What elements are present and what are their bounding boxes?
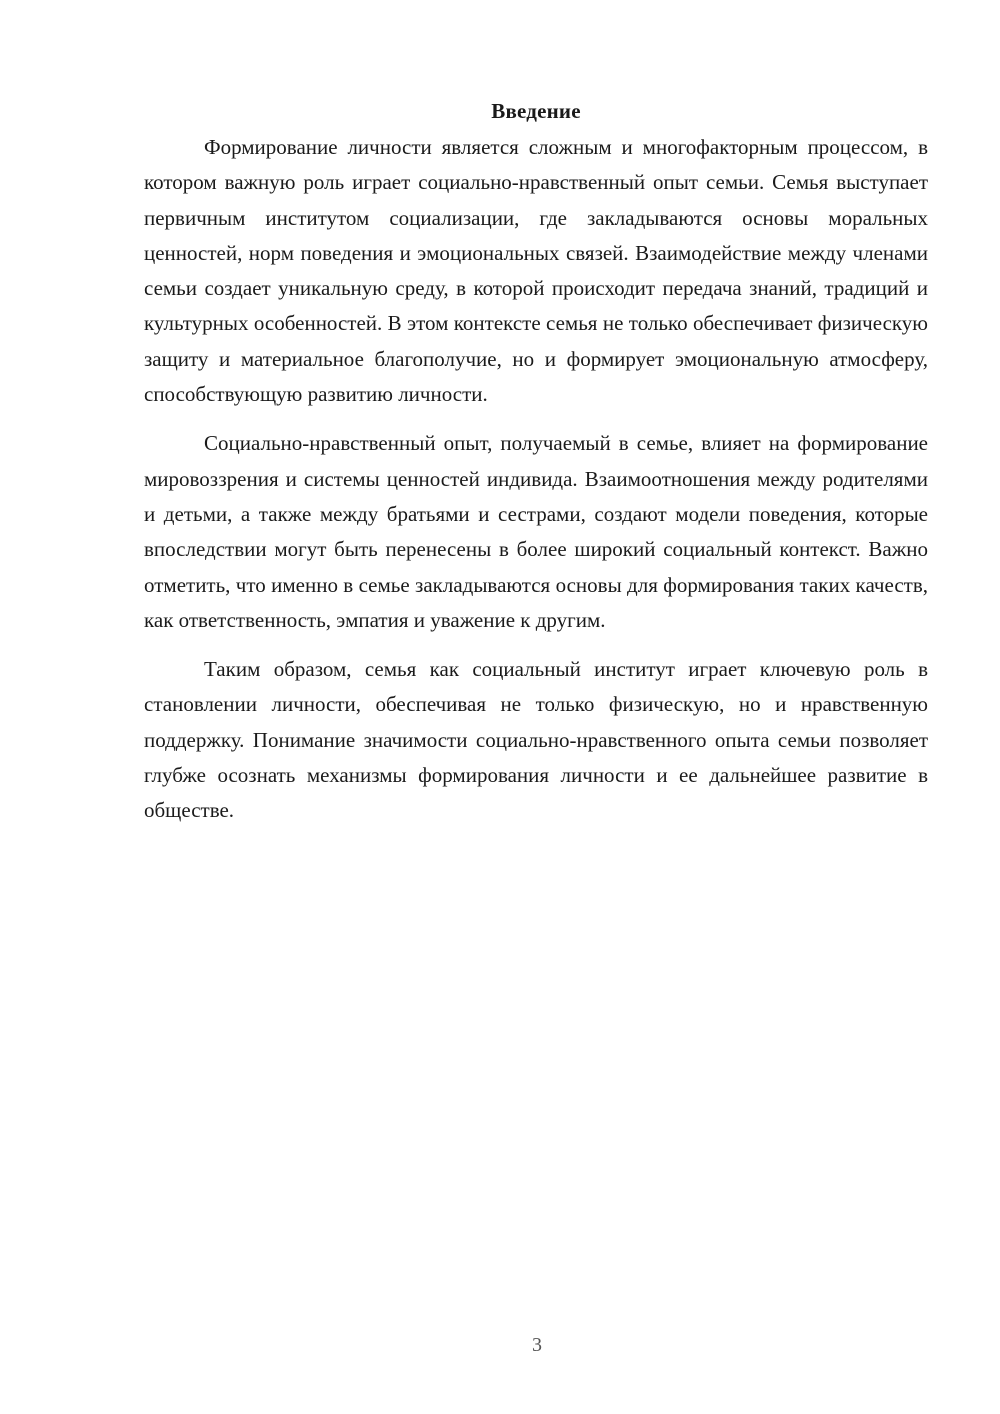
section-title: Введение xyxy=(491,99,581,123)
page-number: 3 xyxy=(532,1334,542,1356)
paragraph-3: Таким образом, семья как социальный институт играет ключевую роль в становлении личности, обеспечивая не только физическую, но и нравственную поддержку. Понимание значимости социально-нравственного опыта семьи позволяет глубже осознать механизмы формирования личности и ее дальнейшее развитие в обществе. xyxy=(144,657,928,823)
paragraph-2: Социально-нравственный опыт, получаемый в семье, влияет на формирование мировоззрения и системы ценностей индивида. Взаимоотношения между родителями и детьми, а также между братьями и сестрами, создают модели поведения, которые впоследствии могут быть перенесены в более широкий социальный контекст. Важно отметить, что именно в семье закладываются основы для формирования таких качеств, как ответственность, эмпатия и уважение к другим. xyxy=(144,431,928,632)
page-content xyxy=(144,96,928,843)
paragraph-1: Формирование личности является сложным и многофакторным процессом, в котором важную роль играет социально-нравственный опыт семьи. Семья выступает первичным институтом социализации, где закладываются основы моральных ценностей, норм поведения и эмоциональных связей. Взаимодействие между членами семьи создает уникальную среду, в которой происходит передача знаний, традиций и культурных особенностей. В этом контексте семья не только обеспечивает физическую защиту и материальное благополучие, но и формирует эмоциональную атмосферу, способствующую развитию личности. xyxy=(144,135,928,407)
